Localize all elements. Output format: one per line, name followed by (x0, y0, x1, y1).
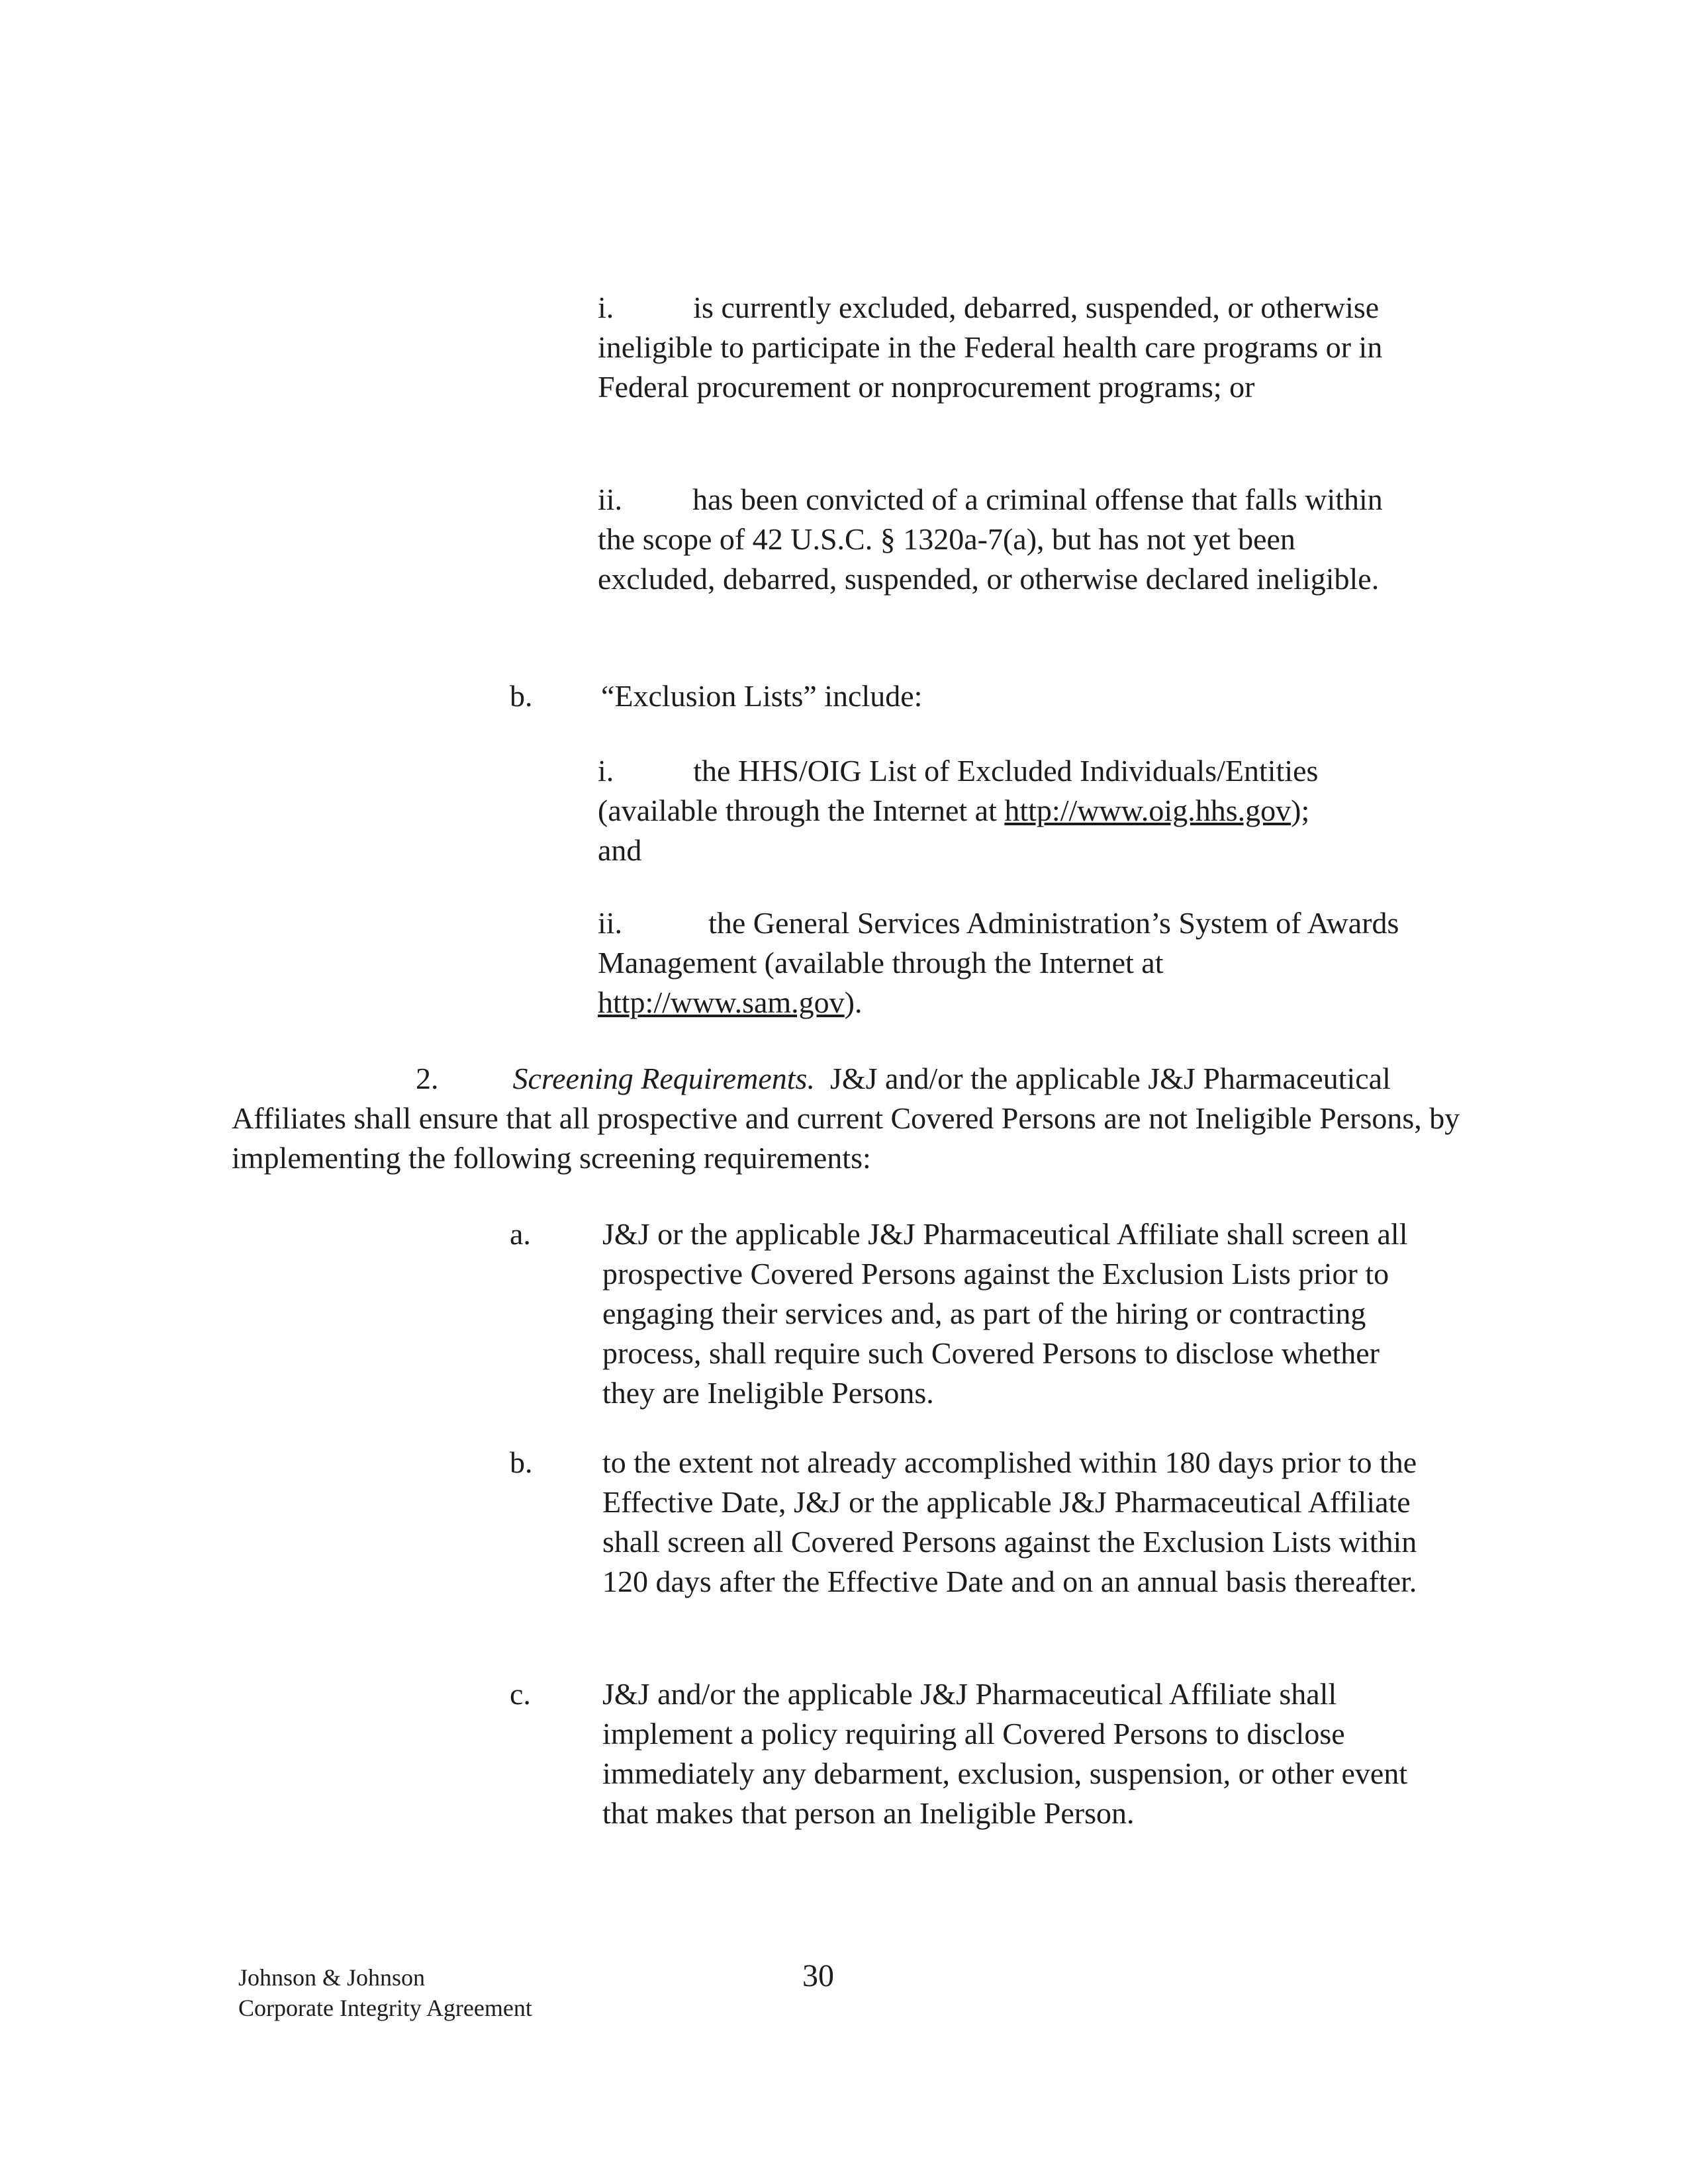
page-number: 30 (802, 1958, 834, 1993)
oig-link[interactable]: http://www.oig.hhs.gov (1004, 794, 1291, 827)
screening-item-b: to the extent not already accomplished within 180 days prior to the Effective Date, J&J or the applicable J&J Pharmaceutical Affiliate shall screen all Covered Persons against the Exclusion Lists within 120 days after the Effective Date and on an annual basis thereafter. (602, 1445, 1417, 1598)
exclusion-list-i (598, 751, 1412, 870)
sam-link[interactable]: http://www.sam.gov (598, 985, 845, 1019)
screening-item-c: J&J and/or the applicable J&J Pharmaceutical Affiliate shall implement a policy requiring all Covered Persons to disclose immediately any debarment, exclusion, suspension, or other event that makes that person an Ineligible Person. (602, 1677, 1408, 1830)
item-text: the HHS/OIG List of Excluded Individuals/Entities (available through the Internet at (598, 754, 1319, 827)
section-2-paragraph (232, 1059, 1463, 1178)
item-marker: i. (598, 291, 614, 324)
item-marker: ii. (598, 906, 623, 940)
screening-item-b-marker: b. (510, 1445, 533, 1479)
item-text-after: ). (844, 985, 863, 1019)
exclusion-lists-marker: b. (510, 679, 533, 713)
item-marker: ii. (598, 482, 623, 516)
ineligible-item-ii (598, 480, 1399, 599)
item-text: the General Services Administration’s System of Awards Management (available through the Internet at (598, 906, 1399, 979)
item-text: is currently excluded, debarred, suspended, or otherwise ineligible to participate in the Federal health care programs or in Federal procurement or nonprocurement programs; or (598, 291, 1383, 404)
footer-line-1: Johnson & Johnson (238, 1964, 426, 1991)
footer-line-2: Corporate Integrity Agreement (238, 1995, 532, 2021)
section-heading: Screening Requirements. (512, 1062, 815, 1095)
section-text: J&J and/or the applicable J&J Pharmaceutical Affiliates shall ensure that all prospective and current Covered Persons are not Ineligible Persons, by implementing the following screening requirements: (232, 1062, 1460, 1175)
item-marker: i. (598, 754, 614, 788)
item-tail: and (598, 833, 642, 867)
screening-item-a: J&J or the applicable J&J Pharmaceutical Affiliate shall screen all prospective Covered Persons against the Exclusion Lists prior to engaging their services and, as part of the hiring or contracting process, shall require such Covered Persons to disclose whether they are Ineligible Persons. (602, 1217, 1408, 1410)
exclusion-list-ii (598, 903, 1402, 1023)
item-text-after: ); (1291, 794, 1310, 827)
exclusion-lists-heading: “Exclusion Lists” include: (601, 679, 923, 713)
footer-company (238, 1962, 532, 2023)
screening-item-c-marker: c. (510, 1677, 531, 1711)
section-number: 2. (416, 1062, 439, 1095)
screening-item-a-marker: a. (510, 1217, 531, 1251)
item-text: has been convicted of a criminal offense that falls within the scope of 42 U.S.C. § 1320a-7(a), but has not yet been excluded, debarred, suspended, or otherwise declared ineligible. (598, 482, 1383, 596)
ineligible-item-i (598, 288, 1412, 407)
